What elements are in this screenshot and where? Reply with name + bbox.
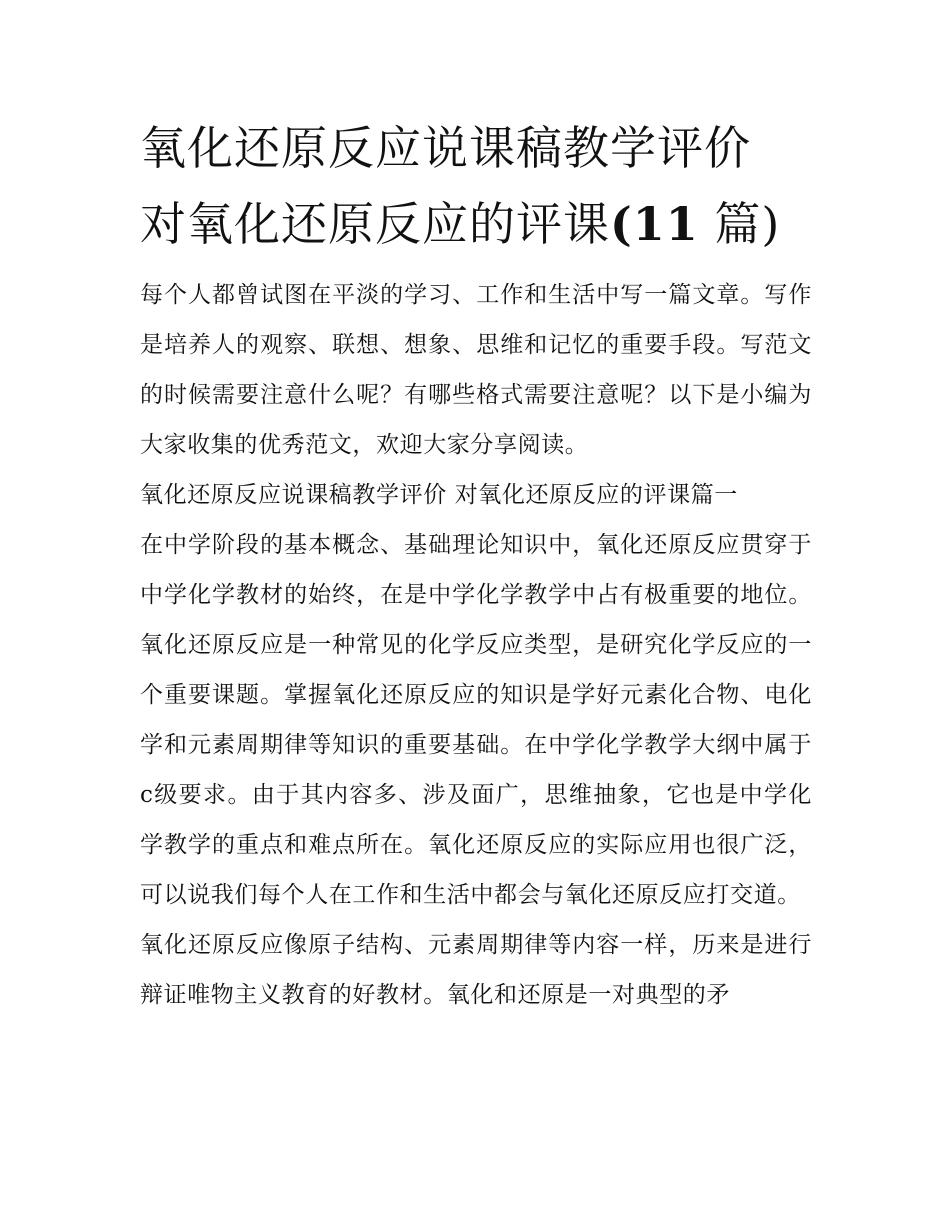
body-paragraph-1: 在中学阶段的基本概念、基础理论知识中，氧化还原反应贯穿于中学化学教材的始终，在是中学化学教学中占有极重要的地位。氧化还原反应是一种常见的化学反应类型，是研究化学反应的一个重要课题。掌握氧化还原反应的知识是学好元素化合物、电化学和元素周期律等知识的重要基础。在中学化学教学大纲中属于c级要求。由于其内容多、涉及面广，思维抽象，它也是中学化学教学的重点和难点所在。氧化还原反应的实际应用也很广泛，可以说我们每个人在工作和生活中都会与氧化还原反应打交道。 [140, 532, 812, 908]
document-body [140, 110, 812, 1020]
title-line-1: 氧化还原反应说课稿教学评价 [140, 121, 751, 175]
title-count: (11 [610, 197, 699, 251]
title-line-2-suffix: 篇) [714, 197, 781, 251]
body-paragraph-2: 氧化还原反应像原子结构、元素周期律等内容一样，历来是进行辩证唯物主义教育的好教材。氧化和还原是一对典型的矛 [140, 932, 812, 1008]
intro-paragraph: 每个人都曾试图在平淡的学习、工作和生活中写一篇文章。写作是培养人的观察、联想、想象、思维和记忆的重要手段。写范文的时候需要注意什么呢？有哪些格式需要注意呢？以下是小编为大家收集的优秀范文，欢迎大家分享阅读。 [140, 282, 812, 458]
title-line-2-prefix: 对氧化还原反应的评课 [140, 197, 610, 251]
section-heading: 氧化还原反应说课稿教学评价 对氧化还原反应的评课篇一 [140, 482, 738, 508]
document-title [140, 110, 812, 262]
